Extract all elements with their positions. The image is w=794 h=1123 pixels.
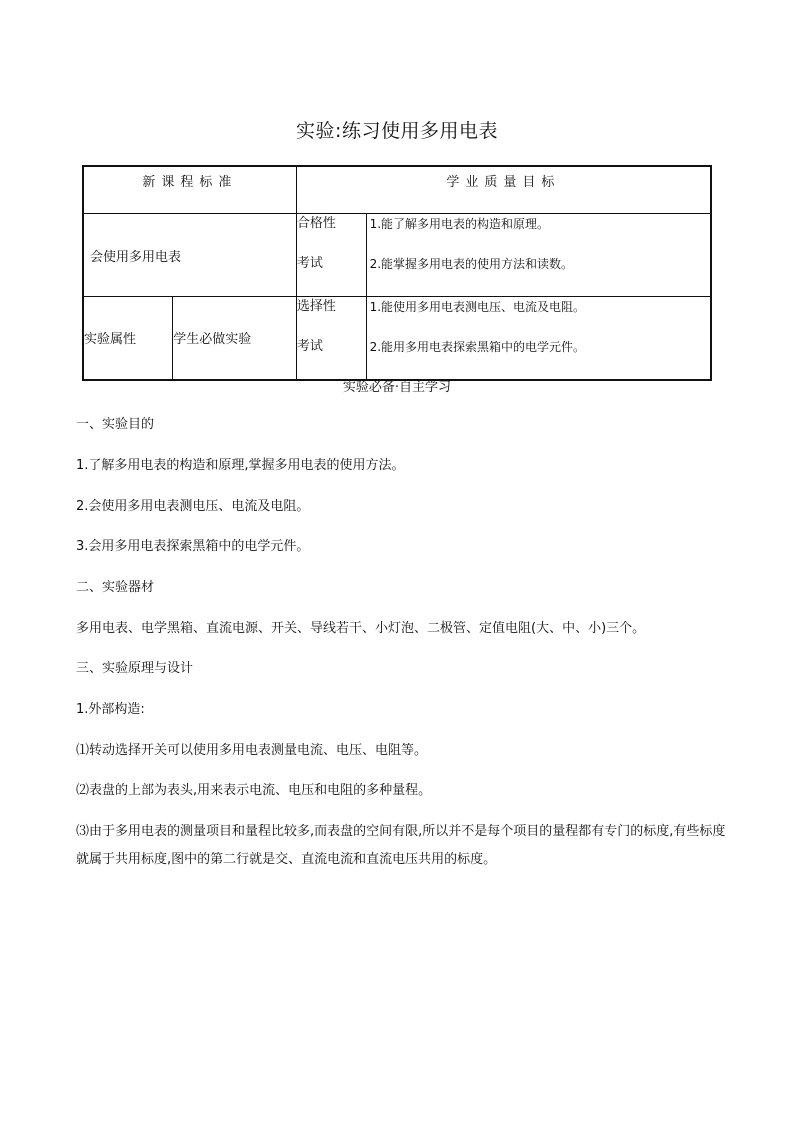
- paragraph: 3.会用多用电表探索黑箱中的电学元件。: [76, 539, 310, 554]
- goal-item: 1.能使用多用电表测电压、电流及电阻。: [369, 300, 586, 314]
- header-new-standard: 新课程标准: [83, 166, 296, 214]
- header-quality-goals: 学业质量目标: [296, 166, 711, 214]
- standards-table: [82, 165, 712, 381]
- level-cell-qualified: [296, 214, 366, 297]
- paragraph: 1.外部构造:: [76, 702, 145, 717]
- attr-label-cell: [83, 297, 173, 380]
- attr-label: 实验属性: [84, 332, 137, 348]
- attr-value-cell: [173, 297, 297, 380]
- page-title: 实验:练习使用多用电表: [296, 120, 498, 142]
- goal-item: 2.能用多用电表探索黑箱中的电学元件。: [369, 340, 586, 354]
- paragraph: 1.了解多用电表的构造和原理,掌握多用电表的使用方法。: [76, 458, 405, 473]
- level-selective-line2: 考试: [296, 339, 323, 354]
- attr-value: 学生必做实验: [173, 332, 252, 348]
- paragraph: ⑴转动选择开关可以使用多用电表测量电流、电压、电阻等。: [76, 743, 428, 758]
- level-cell-selective: [296, 297, 366, 380]
- level-qualified-line1: 合格性: [296, 216, 336, 231]
- goals-cell-qualified: [366, 214, 711, 297]
- paragraph: ⑵表盘的上部为表头,用来表示电流、电压和电阻的多种量程。: [76, 783, 432, 798]
- section-heading: 实验必备·自主学习: [342, 380, 452, 395]
- section-title-purpose: 一、实验目的: [76, 417, 155, 432]
- paragraph: 多用电表、电学黑箱、直流电源、开关、导线若干、小灯泡、二极管、定值电阻(大、中、小)三个。: [76, 621, 646, 636]
- level-selective-line1: 选择性: [296, 299, 336, 314]
- section-title-equipment: 二、实验器材: [76, 580, 155, 595]
- goal-item: 1.能了解多用电表的构造和原理。: [369, 217, 550, 231]
- paragraph: 2.会使用多用电表测电压、电流及电阻。: [76, 499, 310, 514]
- section-title-principle: 三、实验原理与设计: [76, 661, 194, 676]
- level-qualified-line2: 考试: [296, 256, 323, 271]
- goal-item: 2.能掌握多用电表的使用方法和读数。: [369, 257, 574, 271]
- standard-text: 会使用多用电表: [90, 249, 182, 265]
- paragraph: ⑶由于多用电表的测量项目和量程比较多,而表盘的空间有限,所以并不是每个项目的量程都有专门的标度,有些标度就属于共用标度,图中的第二行就是交、直流电流和直流电压共用的标度。: [76, 824, 726, 867]
- goals-cell-selective: [366, 297, 711, 380]
- standard-cell: [83, 214, 296, 297]
